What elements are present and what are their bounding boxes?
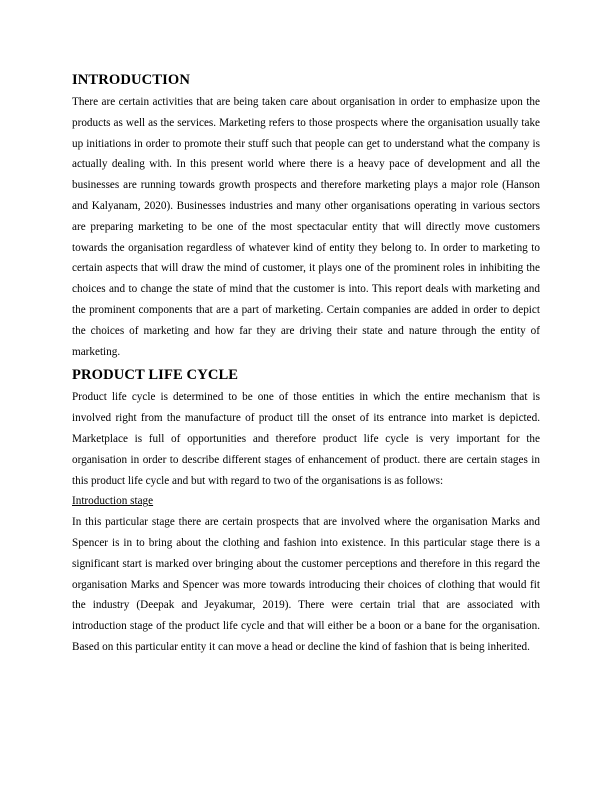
- introduction-stage-subheading: Introduction stage: [72, 495, 154, 508]
- document-page: [72, 70, 540, 658]
- introduction-heading: INTRODUCTION: [72, 72, 190, 88]
- introduction-paragraph: There are certain activities that are being taken care about organisation in order to emphasize upon the products as well as the services. Marketing refers to those prospects where the organisation usually take up initiations in order to promote their stuff such that people can get to understand what the company is actually dealing with. In this present world where there is a heavy pace of development and all the businesses are running towards growth prospects and therefore marketing plays a major role (Hanson and Kalyanam, 2020). Businesses industries and many other organisations operating in various sectors are preparing marketing to be one of the most spectacular entity that will directly move customers towards the organisation regardless of whatever kind of entity they belong to. In order to marketing to certain aspects that will draw the mind of customer, it plays one of the prominent roles in inhibiting the choices and to change the state of mind that the customer is into. This report deals with marketing and the prominent components that are a part of marketing. Certain companies are added in order to depict the choices of marketing and how far they are driving their state and nature through the entity of marketing.: [72, 96, 540, 358]
- introduction-stage-paragraph: In this particular stage there are certain prospects that are involved where the organisation Marks and Spencer is in to bring about the clothing and fashion into existence. In this particular stage there is a significant start is marked over bringing about the customer perceptions and therefore in this regard the organisation Marks and Spencer was more towards introducing their choices of clothing that would fit the industry (Deepak and Jeyakumar, 2019). There were certain trial that are associated with introduction stage of the product life cycle and that will either be a boon or a bane for the organisation. Based on this particular entity it can move a head or decline the kind of fashion that is being inherited.: [72, 516, 540, 653]
- product-life-cycle-paragraph: Product life cycle is determined to be one of those entities in which the entire mechanism that is involved right from the manufacture of product till the onset of its entrance into market is depicted. Marketplace is full of opportunities and therefore product life cycle is very important for the organisation in order to describe different stages of enhancement of product. there are certain stages in this product life cycle and but with regard to two of the organisations is as follows:: [72, 391, 540, 487]
- product-life-cycle-heading: PRODUCT LIFE CYCLE: [72, 367, 239, 384]
